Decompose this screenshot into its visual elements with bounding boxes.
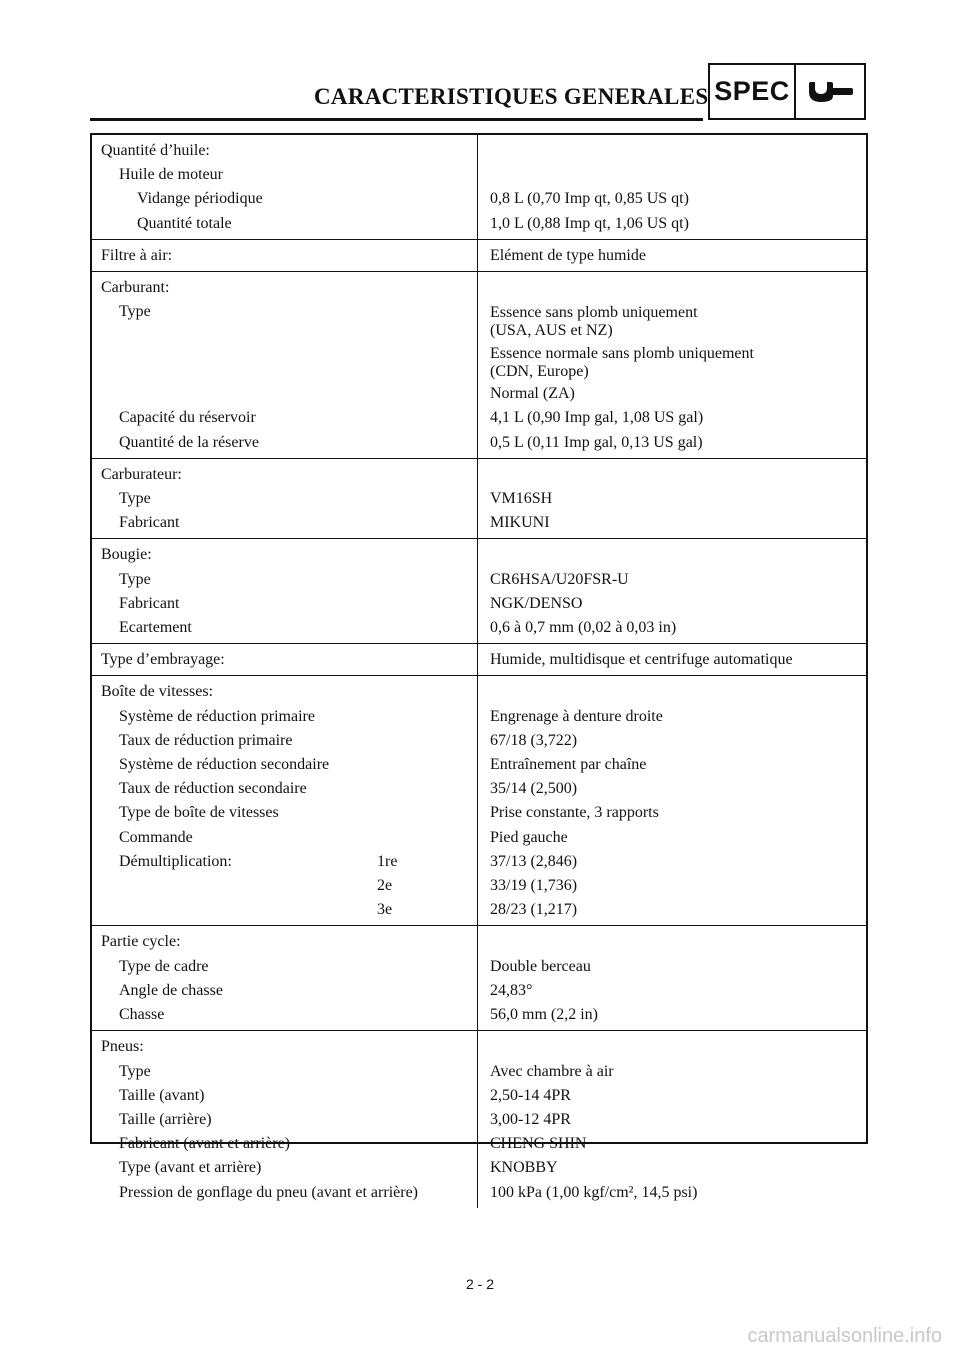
table-row (92, 592, 866, 616)
row-value: VM16SH (490, 490, 553, 508)
row-label-text: Démultiplication: (119, 852, 232, 870)
row-value: 67/18 (3,722) (490, 731, 578, 749)
row-value (478, 680, 866, 704)
row-value: CR6HSA/U20FSR-U (490, 570, 629, 588)
table-row (92, 705, 866, 729)
row-value: Prise constante, 3 rapports (490, 804, 659, 822)
table-row (92, 930, 866, 954)
row-value: 100 kPa (1,00 kgf/cm², 14,5 psi) (490, 1183, 698, 1201)
table-row (92, 341, 866, 382)
table-row (92, 244, 866, 268)
table-row (92, 187, 866, 211)
row-label: Ecartement (119, 619, 192, 637)
spec-label: SPEC (710, 65, 796, 118)
table-row (92, 850, 866, 874)
table-row (92, 1181, 866, 1205)
page-title: CARACTERISTIQUES GENERALES (314, 84, 709, 109)
row-label (92, 382, 478, 406)
table-row (92, 1132, 866, 1156)
row-value (478, 463, 866, 487)
row-value: Humide, multidisque et centrifuge automatique (490, 651, 793, 669)
table-row (92, 979, 866, 1003)
row-label: Taux de réduction primaire (119, 731, 293, 749)
row-value: Double berceau (490, 957, 591, 975)
row-value (478, 1035, 866, 1059)
section-carburateur (92, 458, 866, 539)
row-label: Type de cadre (119, 957, 209, 975)
row-label: Système de réduction secondaire (119, 756, 330, 774)
table-row (92, 777, 866, 801)
row-label: Taille (arrière) (119, 1110, 212, 1128)
row-label: Fabricant (119, 594, 180, 612)
row-label: Huile de moteur (119, 166, 223, 184)
spec-badge (708, 63, 866, 120)
table-row (92, 163, 866, 187)
row-value: Entraînement par chaîne (490, 756, 647, 774)
table-row (92, 648, 866, 672)
row-label: Vidange périodique (137, 190, 263, 208)
row-label: Quantité de la réserve (119, 433, 259, 451)
table-row (92, 300, 866, 341)
table-row (92, 826, 866, 850)
row-value: 35/14 (2,500) (490, 780, 578, 798)
row-value: NGK/DENSO (490, 594, 583, 612)
row-label: Carburateur: (101, 465, 182, 483)
row-value: 0,6 à 0,7 mm (0,02 à 0,03 in) (490, 619, 677, 637)
row-value (478, 341, 866, 382)
row-value: Normal (ZA) (490, 385, 575, 403)
section-pneus (92, 1030, 866, 1207)
row-value: CHENG SHIN (490, 1135, 587, 1153)
table-row (92, 463, 866, 487)
table-row (92, 487, 866, 511)
section-partie-cycle (92, 925, 866, 1030)
row-label: Chasse (119, 1006, 165, 1024)
table-row (92, 276, 866, 300)
header-rule (90, 118, 703, 121)
row-value (478, 300, 866, 341)
row-value: 3,00-12 4PR (490, 1110, 571, 1128)
table-row (92, 616, 866, 640)
row-label: Filtre à air: (101, 246, 173, 264)
table-row (92, 753, 866, 777)
row-label (92, 341, 478, 382)
table-row (92, 382, 866, 406)
row-value (478, 276, 866, 300)
wrench-icon (796, 65, 864, 118)
value-line: Essence normale sans plomb uniquement (490, 345, 754, 363)
row-value (478, 543, 866, 567)
section-filtre (92, 239, 866, 271)
table-row (92, 511, 866, 535)
row-label: Système de réduction primaire (119, 707, 315, 725)
row-value: 28/23 (1,217) (490, 901, 578, 919)
table-row (92, 898, 866, 922)
section-bougie (92, 538, 866, 643)
value-line: Essence sans plomb uniquement (490, 304, 698, 322)
row-label: Quantité totale (137, 214, 232, 232)
row-value: 33/19 (1,736) (490, 877, 578, 895)
row-label: Capacité du réservoir (119, 409, 256, 427)
table-row (92, 139, 866, 163)
gear-ratio-label: 1re (377, 852, 398, 870)
section-boite (92, 675, 866, 925)
table-row (92, 680, 866, 704)
page-number: 2 - 2 (465, 1276, 494, 1292)
table-row (92, 874, 866, 898)
row-label: Type (119, 570, 151, 588)
row-label: Type (119, 303, 151, 321)
row-label: Quantité d’huile: (101, 142, 210, 159)
row-value: Elément de type humide (490, 246, 646, 264)
row-label: Pression de gonflage du pneu (avant et arrière) (119, 1183, 418, 1201)
row-label (92, 874, 478, 898)
row-value (478, 930, 866, 954)
row-label (92, 850, 478, 874)
row-label: Pneus: (101, 1038, 144, 1056)
row-label: Bougie: (101, 546, 152, 564)
row-value: Engrenage à denture droite (490, 707, 663, 725)
row-label: Angle de chasse (119, 981, 223, 999)
row-value: MIKUNI (490, 514, 550, 532)
row-value: 37/13 (2,846) (490, 852, 578, 870)
row-value: KNOBBY (490, 1159, 558, 1177)
table-row (92, 568, 866, 592)
spec-table (90, 133, 868, 1201)
section-huile (92, 135, 866, 239)
table-row (92, 1003, 866, 1027)
row-label: Taux de réduction secondaire (119, 780, 307, 798)
row-value: Pied gauche (490, 828, 568, 846)
table-row (92, 1035, 866, 1059)
row-label: Partie cycle: (101, 933, 181, 951)
row-value: 56,0 mm (2,2 in) (490, 1006, 598, 1024)
table-row (92, 406, 866, 430)
table-row (92, 801, 866, 825)
row-label: Taille (avant) (119, 1086, 205, 1104)
gear-ratio-label: 3e (377, 901, 393, 919)
row-value (478, 163, 866, 187)
row-label: Type (119, 1062, 151, 1080)
row-label: Commande (119, 828, 193, 846)
row-label: Carburant: (101, 279, 170, 297)
row-label: Type de boîte de vitesses (119, 804, 279, 822)
table-row (92, 729, 866, 753)
table-row (92, 212, 866, 236)
row-label: Boîte de vitesses: (101, 683, 213, 701)
gear-ratio-label: 2e (377, 877, 393, 895)
row-label: Fabricant (119, 514, 180, 532)
row-value: 4,1 L (0,90 Imp gal, 1,08 US gal) (490, 409, 704, 427)
table-row (92, 543, 866, 567)
section-embrayage (92, 643, 866, 675)
row-value: 0,8 L (0,70 Imp qt, 0,85 US qt) (490, 190, 689, 208)
table-row (92, 955, 866, 979)
value-line: (CDN, Europe) (490, 363, 589, 381)
row-value: 0,5 L (0,11 Imp gal, 0,13 US gal) (490, 433, 703, 451)
table-row (92, 1156, 866, 1180)
row-value: 2,50-14 4PR (490, 1086, 571, 1104)
section-carburant (92, 271, 866, 458)
row-label: Type (119, 490, 151, 508)
row-value: 24,83° (490, 981, 533, 999)
table-row (92, 1084, 866, 1108)
row-value: Avec chambre à air (490, 1062, 614, 1080)
value-line: (USA, AUS et NZ) (490, 322, 613, 340)
row-label (92, 898, 478, 922)
row-value: 1,0 L (0,88 Imp qt, 1,06 US qt) (490, 214, 689, 232)
table-row (92, 1060, 866, 1084)
table-row (92, 431, 866, 455)
row-label: Fabricant (avant et arrière) (119, 1135, 291, 1153)
row-value (478, 139, 866, 163)
row-label: Type (avant et arrière) (119, 1159, 262, 1177)
table-row (92, 1108, 866, 1132)
watermark: carmanualsonline.info (747, 1325, 942, 1347)
row-label: Type d’embrayage: (101, 651, 225, 669)
